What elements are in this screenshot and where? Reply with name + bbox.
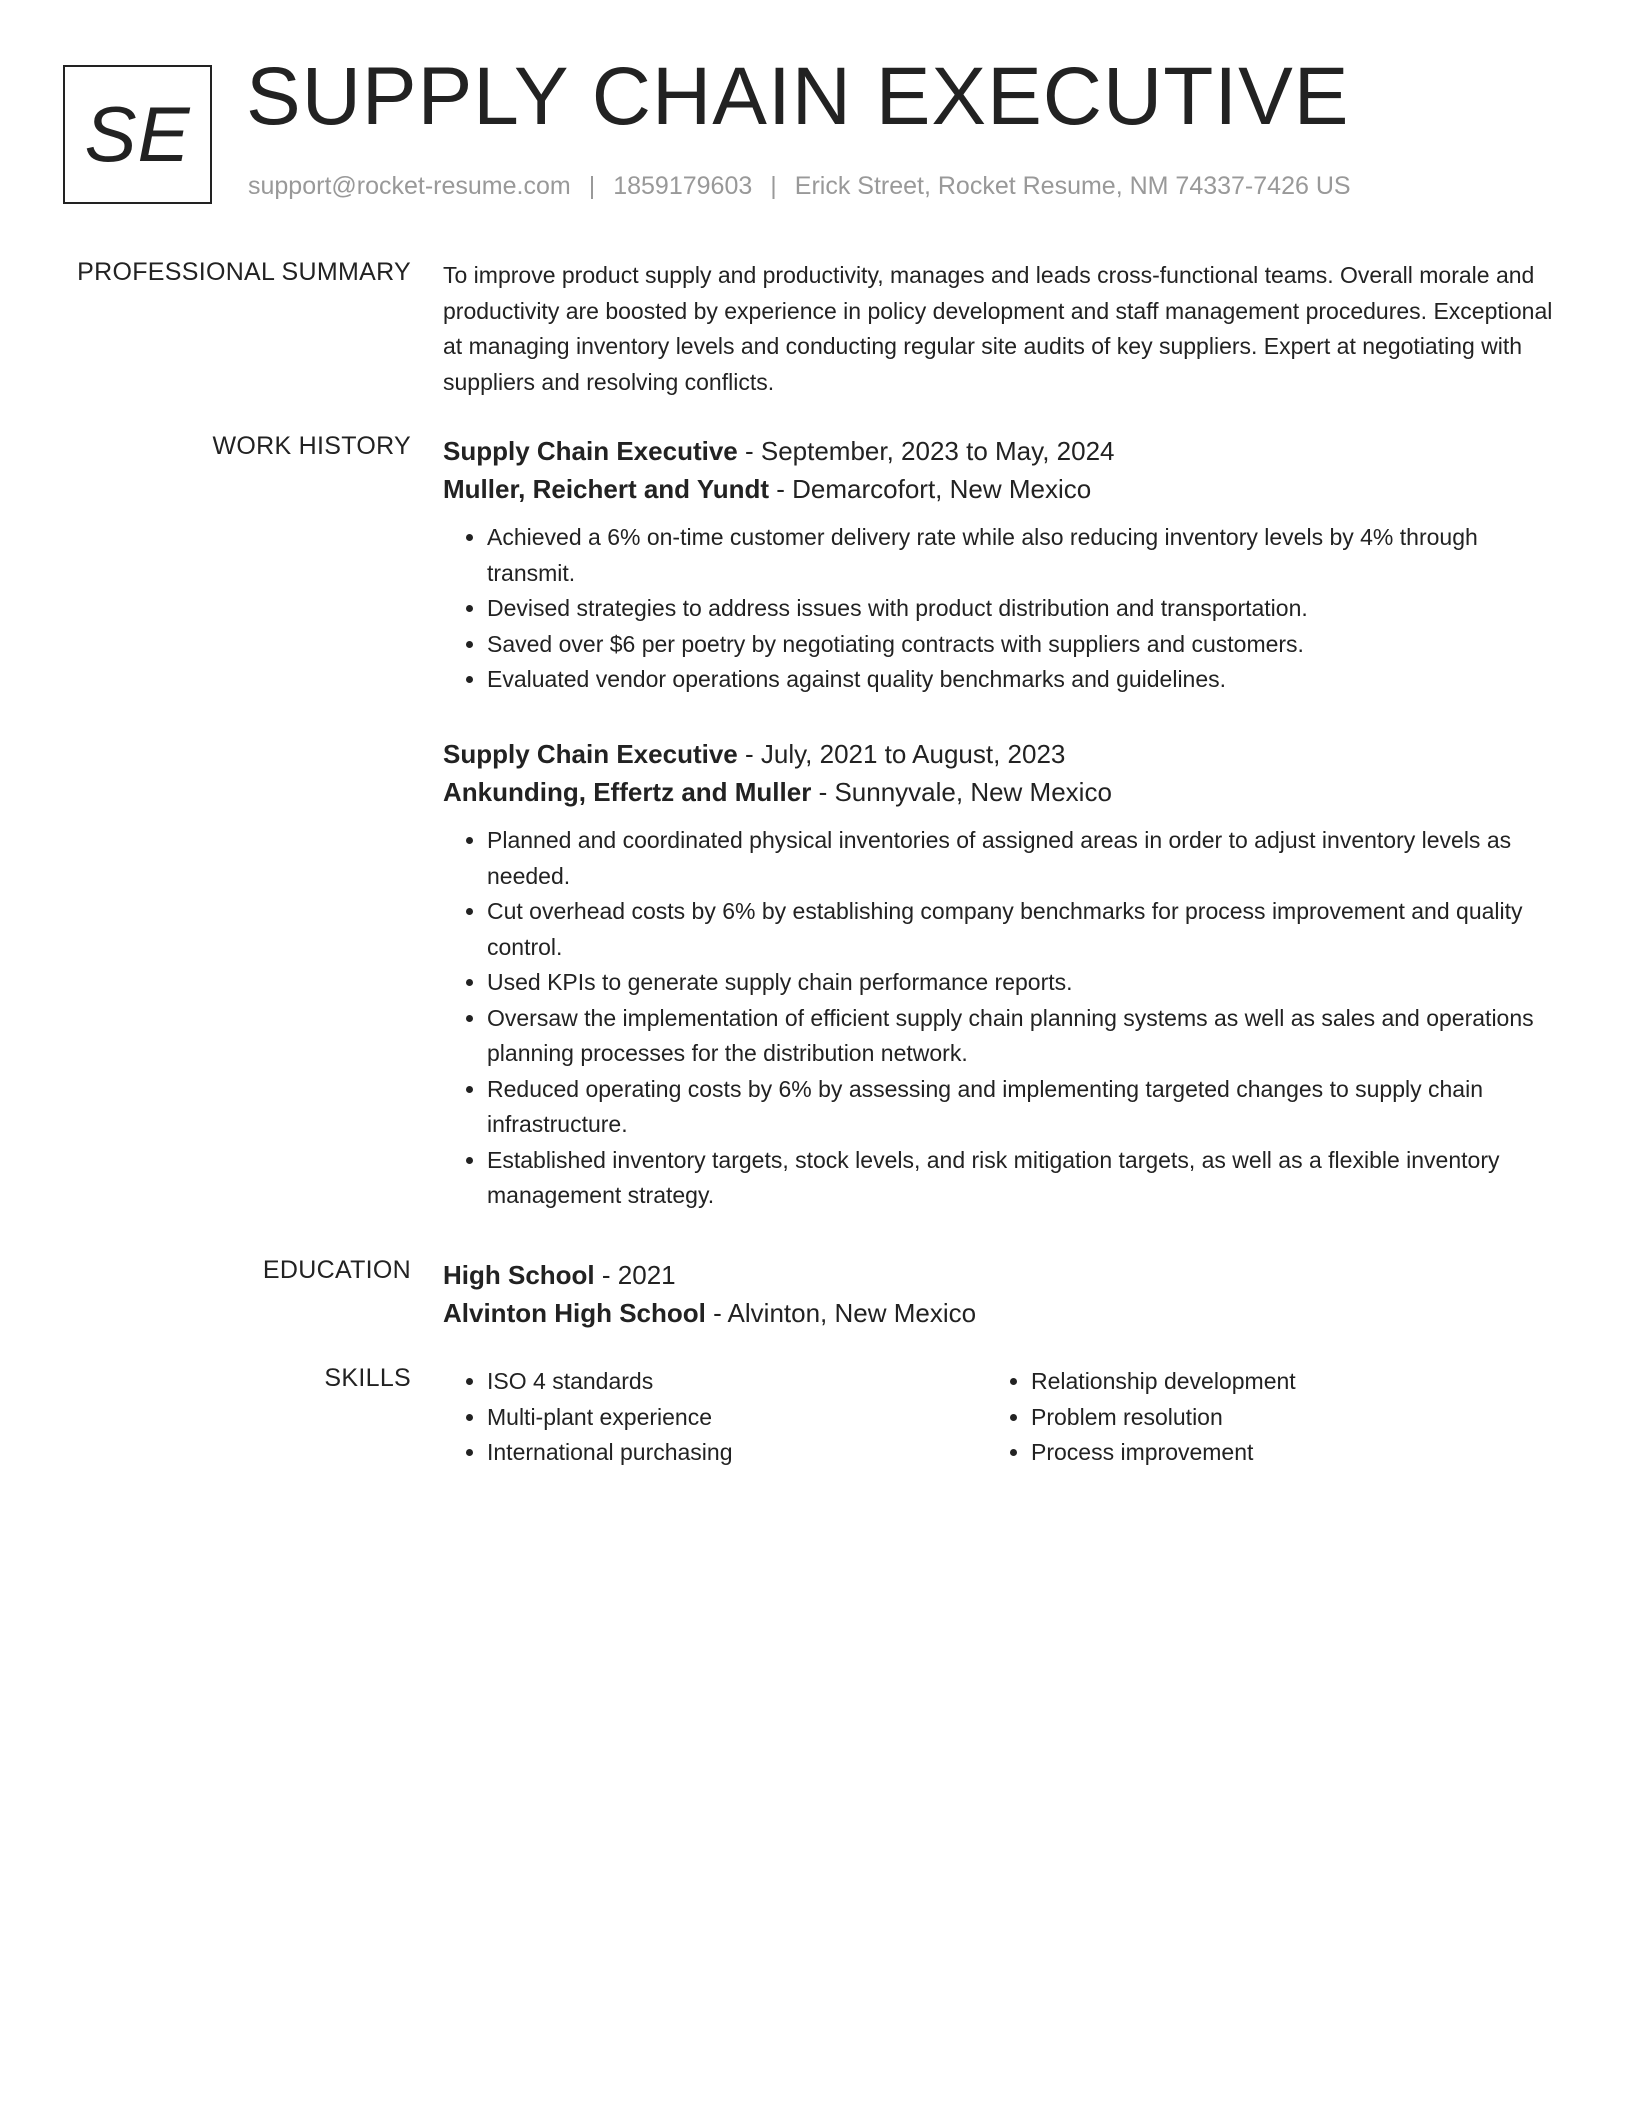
skill-item: • Multi-plant experience: [487, 1400, 987, 1436]
job-bullet: • Reduced operating costs by 6% by assessing and implementing targeted changes to supply chain infrastructure.: [487, 1072, 1555, 1143]
job-title-line: [443, 735, 1555, 773]
skill-item: • Relationship development: [1031, 1364, 1531, 1400]
job-bullet: • Achieved a 6% on-time customer delivery rate while also reducing inventory levels by 4% through transmit.: [487, 520, 1555, 591]
contact-separator: |: [588, 172, 596, 200]
contact-email[interactable]: support@rocket-resume.com: [248, 172, 571, 200]
job-bullets: [443, 823, 1555, 1214]
job-bullet: • Established inventory targets, stock levels, and risk mitigation targets, as well as a flexible inventory management strategy.: [487, 1143, 1555, 1214]
skill-item: • Process improvement: [1031, 1435, 1531, 1471]
job-company-line: [443, 470, 1555, 508]
job-dates: - September, 2023 to May, 2024: [737, 436, 1115, 466]
job-bullet: • Planned and coordinated physical inventories of assigned areas in order to adjust inventory levels as needed.: [487, 823, 1555, 894]
job-bullet: • Devised strategies to address issues with product distribution and transportation.: [487, 591, 1555, 627]
monogram-initials: SE: [84, 90, 191, 178]
education-degree-line: [443, 1256, 1555, 1294]
skills-list-left: [443, 1364, 987, 1471]
section-label-work-history: WORK HISTORY: [212, 432, 411, 460]
skill-item: • ISO 4 standards: [487, 1364, 987, 1400]
contact-phone[interactable]: 1859179603: [613, 172, 753, 200]
education-school-line: [443, 1294, 1555, 1332]
contact-separator: |: [770, 172, 777, 200]
resume-name: SUPPLY CHAIN EXECUTIVE: [246, 51, 1350, 142]
job-dates: - July, 2021 to August, 2023: [737, 739, 1066, 769]
monogram-box: [63, 65, 212, 204]
job-bullet: • Evaluated vendor operations against quality benchmarks and guidelines.: [487, 662, 1555, 698]
job-company-line: [443, 773, 1555, 811]
job-bullet: • Oversaw the implementation of efficient supply chain planning systems as well as sales and operations planning processes for the distribution network.: [487, 1001, 1555, 1072]
education-year: - 2021: [594, 1260, 676, 1290]
skills-columns: [443, 1364, 1555, 1471]
section-label-education: EDUCATION: [262, 1256, 411, 1284]
skill-item: • Problem resolution: [1031, 1400, 1531, 1436]
contact-address: Erick Street, Rocket Resume, NM 74337-7426 US: [794, 172, 1351, 200]
education-degree: High School: [443, 1260, 595, 1290]
section-label-summary: PROFESSIONAL SUMMARY: [77, 258, 411, 286]
skill-item: • International purchasing: [487, 1435, 987, 1471]
job-title: Supply Chain Executive: [443, 739, 738, 769]
section-label-skills: SKILLS: [324, 1364, 411, 1392]
job-entry: [443, 735, 1555, 1214]
education-location: - Alvinton, New Mexico: [705, 1298, 977, 1328]
job-company: Muller, Reichert and Yundt: [443, 474, 770, 504]
skills-list-right: [987, 1364, 1531, 1471]
job-bullet: • Used KPIs to generate supply chain performance reports.: [487, 965, 1555, 1001]
contact-line: [248, 172, 1351, 201]
job-title-line: [443, 432, 1555, 470]
job-bullets: [443, 520, 1555, 698]
job-entry: [443, 432, 1555, 698]
job-bullet: • Saved over $6 per poetry by negotiating contracts with suppliers and customers.: [487, 627, 1555, 663]
education-school: Alvinton High School: [443, 1298, 706, 1328]
job-title: Supply Chain Executive: [443, 436, 738, 466]
summary-text: To improve product supply and productivity, manages and leads cross-functional teams. Overall morale and productivity are boosted by experience in policy development and staff management procedures. Exceptional at managing inventory levels and conducting regular site audits of key suppliers. Expert at negotiating with suppliers and resolving conflicts.: [443, 262, 1553, 395]
job-bullet: • Cut overhead costs by 6% by establishing company benchmarks for process improvement and quality control.: [487, 894, 1555, 965]
job-location: - Demarcofort, New Mexico: [769, 474, 1092, 504]
job-company: Ankunding, Effertz and Muller: [443, 777, 812, 807]
job-location: - Sunnyvale, New Mexico: [811, 777, 1112, 807]
